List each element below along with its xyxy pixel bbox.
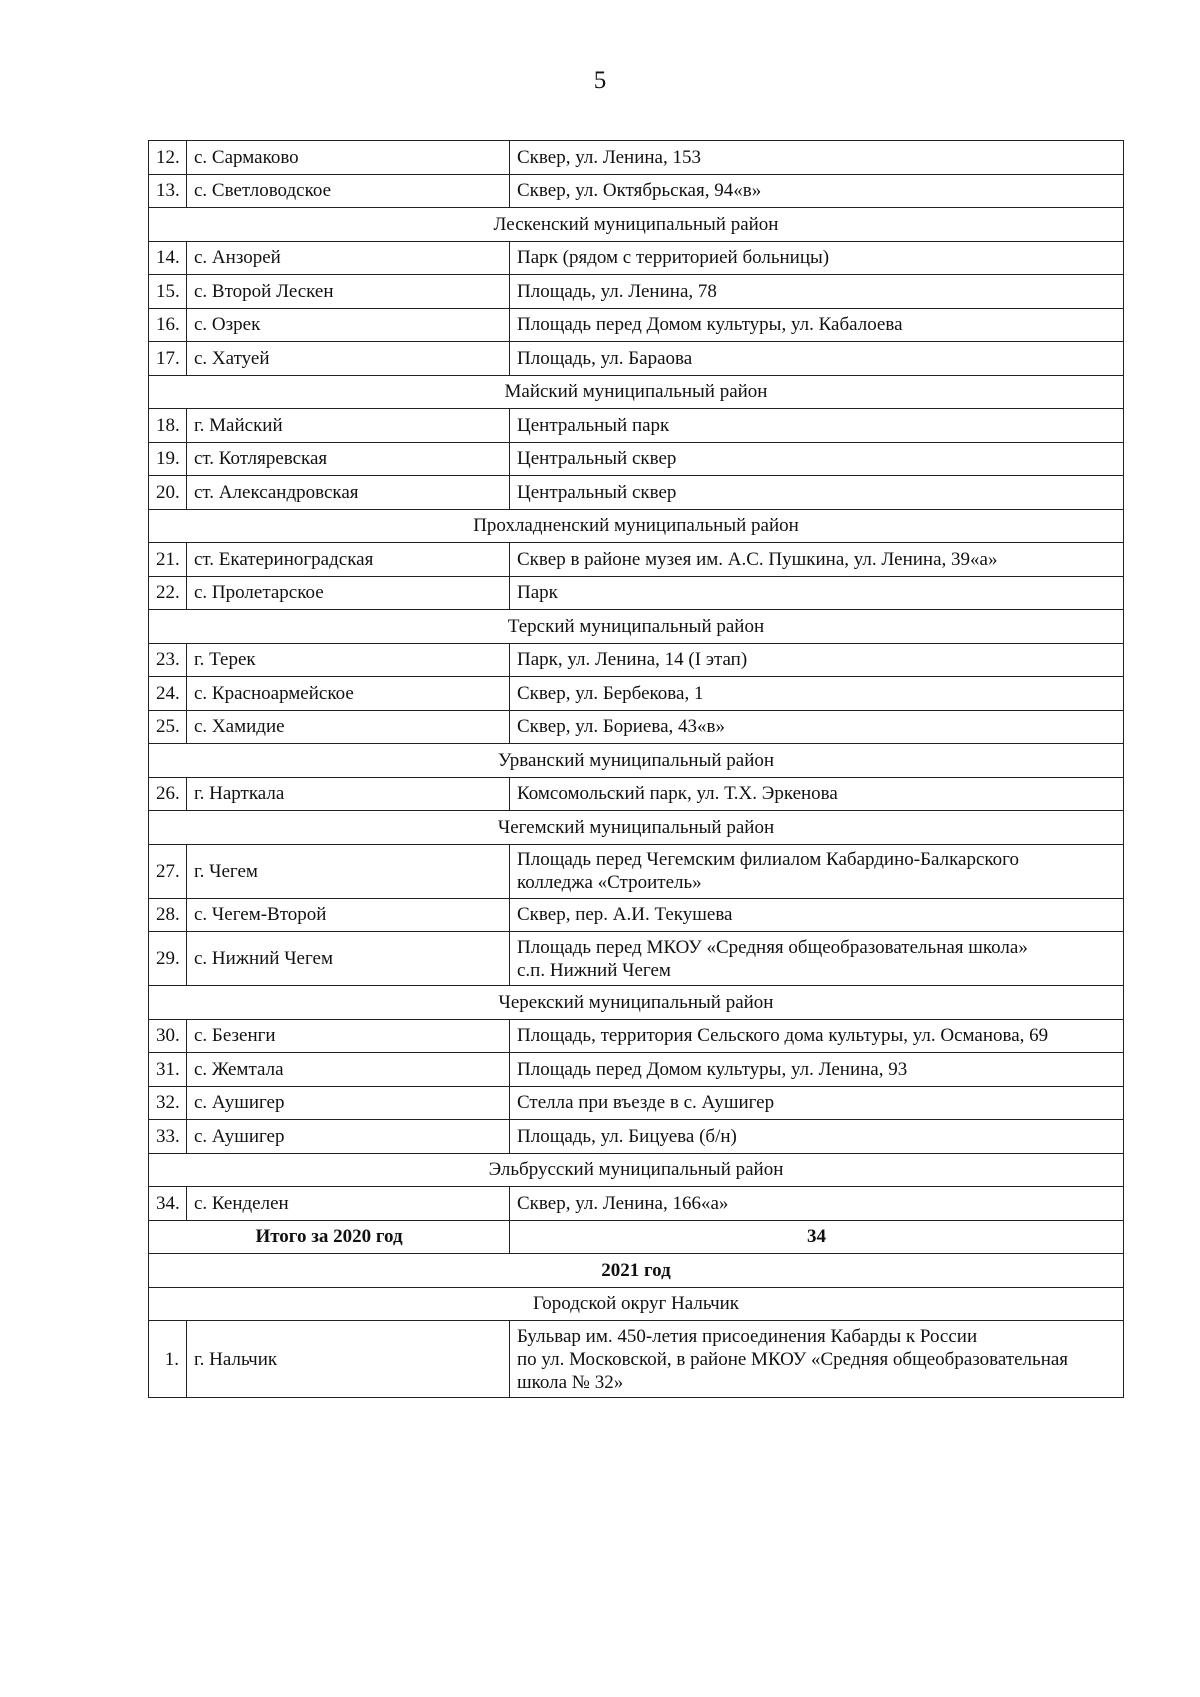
settlement-cell: г. Майский [187,409,510,443]
object-cell [510,1321,1124,1398]
district-heading: Чегемский муниципальный район [149,811,1124,845]
district-heading-row [149,610,1124,644]
object-cell [510,898,1124,932]
object-line: Площадь, ул. Бицуева (б/н) [517,1125,737,1147]
object-line: Площадь, ул. Ленина, 78 [517,280,717,302]
table-body [149,141,1124,1398]
district-heading: Эльбрусский муниципальный район [149,1153,1124,1187]
table-row [149,1187,1124,1221]
object-cell [510,174,1124,208]
object-line: по ул. Московской, в районе МКОУ «Средняя общеобразовательная [517,1348,1069,1370]
row-number: 23. [149,643,187,677]
table-row [149,174,1124,208]
table-row [149,275,1124,309]
settlement-cell: с. Красноармейское [187,677,510,711]
district-heading-row [149,986,1124,1020]
object-cell [510,442,1124,476]
table-row [149,932,1124,986]
row-number: 15. [149,275,187,309]
objects-table [148,140,1124,1398]
object-cell [510,342,1124,376]
table-row [149,442,1124,476]
settlement-cell: г. Нальчик [187,1321,510,1398]
row-number: 17. [149,342,187,376]
table-row [149,777,1124,811]
object-cell [510,1019,1124,1053]
settlement-cell: с. Безенги [187,1019,510,1053]
row-number: 20. [149,476,187,510]
object-line: Комсомольский парк, ул. Т.Х. Эркенова [517,783,838,805]
object-line: Бульвар им. 450-летия присоединения Кабарды к России [517,1325,978,1347]
object-cell [510,576,1124,610]
district-heading: Черекский муниципальный район [149,986,1124,1020]
settlement-cell: с. Хамидие [187,710,510,744]
object-line: Площадь перед Домом культуры, ул. Кабалоева [517,314,903,336]
object-line: Сквер, ул. Ленина, 153 [517,146,701,168]
page-number: 5 [593,67,607,94]
settlement-cell: ст. Александровская [187,476,510,510]
district-heading-row [149,208,1124,242]
object-line: Сквер, пер. А.И. Текушева [517,904,733,926]
object-cell [510,409,1124,443]
object-cell [510,844,1124,898]
object-line: Сквер, ул. Бербекова, 1 [517,682,704,704]
object-line: Сквер, ул. Октябрьская, 94«в» [517,180,762,202]
row-number: 1. [149,1321,187,1398]
year-heading-row [149,1254,1124,1288]
table-row [149,308,1124,342]
settlement-cell: с. Чегем-Второй [187,898,510,932]
district-heading-row [149,1287,1124,1321]
district-heading: Прохладненский муниципальный район [149,509,1124,543]
table-row [149,543,1124,577]
object-line: Центральный парк [517,414,670,436]
row-number: 31. [149,1053,187,1087]
district-heading: Лескенский муниципальный район [149,208,1124,242]
object-line: Площадь, ул. Бараова [517,347,693,369]
row-number: 27. [149,844,187,898]
district-heading: Урванский муниципальный район [149,744,1124,778]
object-cell [510,710,1124,744]
object-line: Центральный сквер [517,448,677,470]
table-row [149,677,1124,711]
object-cell [510,543,1124,577]
row-number: 32. [149,1086,187,1120]
object-line: школа № 32» [517,1371,624,1393]
year-heading: 2021 год [149,1254,1124,1288]
total-value: 34 [510,1220,1124,1254]
row-number: 33. [149,1120,187,1154]
settlement-cell: с. Кенделен [187,1187,510,1221]
row-number: 25. [149,710,187,744]
table-row [149,898,1124,932]
object-cell [510,932,1124,986]
object-line: Площадь перед МКОУ «Средняя общеобразовательная школа» [517,936,1028,958]
row-number: 24. [149,677,187,711]
table-row [149,576,1124,610]
table-row [149,141,1124,175]
object-line: Сквер, ул. Ленина, 166«а» [517,1192,729,1214]
settlement-cell: с. Второй Лескен [187,275,510,309]
district-heading-row [149,811,1124,845]
total-label: Итого за 2020 год [149,1220,510,1254]
table-row [149,1120,1124,1154]
object-cell [510,1086,1124,1120]
district-heading: Терский муниципальный район [149,610,1124,644]
object-line: Сквер в районе музея им. А.С. Пушкина, ул. Ленина, 39«а» [517,548,998,570]
district-heading-row [149,1153,1124,1187]
object-cell [510,141,1124,175]
object-line: Центральный сквер [517,481,677,503]
settlement-cell: ст. Котляревская [187,442,510,476]
object-cell [510,643,1124,677]
row-number: 29. [149,932,187,986]
row-number: 16. [149,308,187,342]
object-line: с.п. Нижний Чегем [517,959,671,981]
settlement-cell: с. Озрек [187,308,510,342]
object-cell [510,241,1124,275]
settlement-cell: с. Светловодское [187,174,510,208]
object-line: Площадь, территория Сельского дома культуры, ул. Османова, 69 [517,1025,1049,1047]
object-line: Стелла при въезде в с. Аушигер [517,1092,775,1114]
row-number: 18. [149,409,187,443]
row-number: 12. [149,141,187,175]
object-line: колледжа «Строитель» [517,872,702,893]
settlement-cell: с. Пролетарское [187,576,510,610]
settlement-cell: с. Сармаково [187,141,510,175]
row-number: 22. [149,576,187,610]
settlement-cell: г. Нарткала [187,777,510,811]
object-cell [510,1053,1124,1087]
object-line: Парк [517,582,558,604]
settlement-cell: с. Хатуей [187,342,510,376]
table-row [149,476,1124,510]
row-number: 13. [149,174,187,208]
district-heading-row [149,744,1124,778]
object-line: Парк (рядом с территорией больницы) [517,247,830,269]
district-heading: Городской округ Нальчик [149,1287,1124,1321]
table-row [149,643,1124,677]
object-line: Площадь перед Домом культуры, ул. Ленина, 93 [517,1058,908,1080]
table-row [149,1019,1124,1053]
object-cell [510,1120,1124,1154]
row-number: 28. [149,898,187,932]
settlement-cell: с. Аушигер [187,1086,510,1120]
object-line: Сквер, ул. Бориева, 43«в» [517,716,725,738]
row-number: 34. [149,1187,187,1221]
table-row [149,844,1124,898]
table-row [149,342,1124,376]
settlement-cell: с. Аушигер [187,1120,510,1154]
object-cell [510,1187,1124,1221]
settlement-cell: с. Жемтала [187,1053,510,1087]
object-line: Парк, ул. Ленина, 14 (I этап) [517,649,748,671]
settlement-cell: с. Нижний Чегем [187,932,510,986]
settlement-cell: г. Чегем [187,844,510,898]
row-number: 21. [149,543,187,577]
row-number: 14. [149,241,187,275]
row-number: 19. [149,442,187,476]
settlement-cell: ст. Екатериноградская [187,543,510,577]
table-row [149,409,1124,443]
district-heading-row [149,375,1124,409]
settlement-cell: с. Анзорей [187,241,510,275]
district-heading-row [149,509,1124,543]
table-row [149,710,1124,744]
object-cell [510,275,1124,309]
total-row [149,1220,1124,1254]
row-number: 26. [149,777,187,811]
object-cell [510,476,1124,510]
object-line: Площадь перед Чегемским филиалом Кабардино-Балкарского [517,849,1019,870]
table-row [149,1321,1124,1398]
table-row [149,1053,1124,1087]
object-cell [510,677,1124,711]
table-row [149,241,1124,275]
district-heading: Майский муниципальный район [149,375,1124,409]
object-cell [510,777,1124,811]
row-number: 30. [149,1019,187,1053]
table-row [149,1086,1124,1120]
object-cell [510,308,1124,342]
settlement-cell: г. Терек [187,643,510,677]
